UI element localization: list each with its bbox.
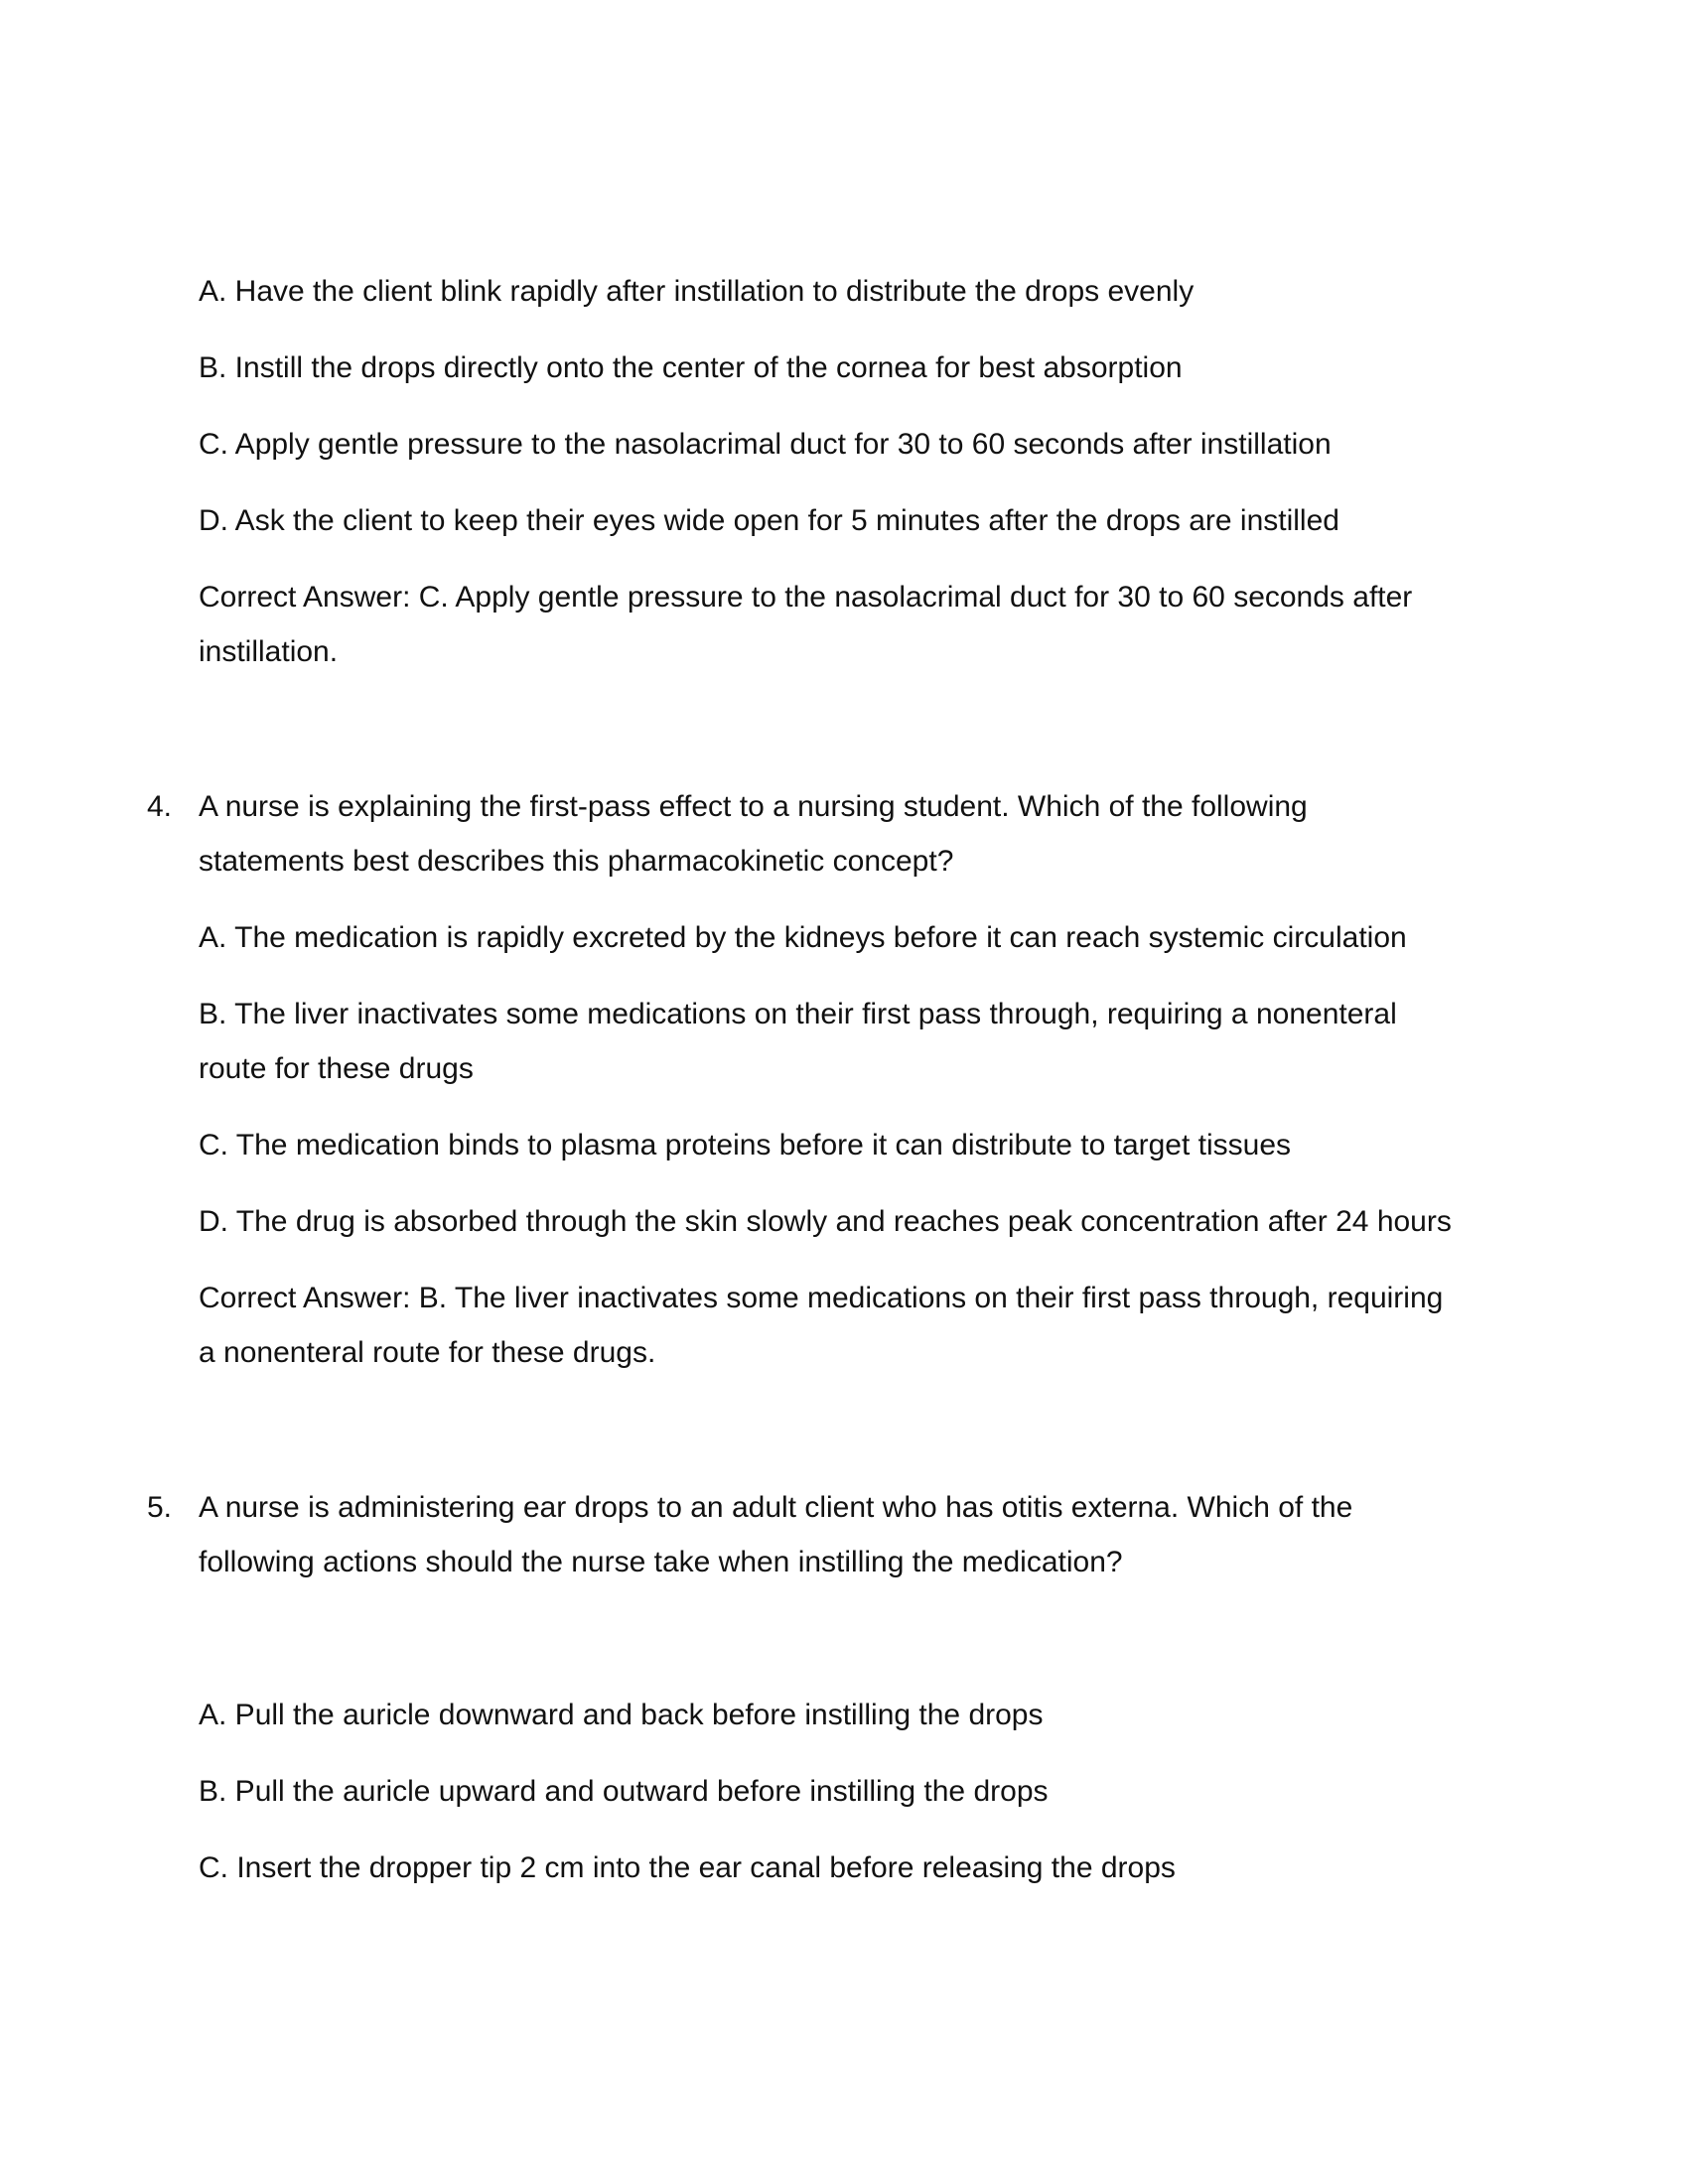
q4-answer-line-1: Correct Answer: B. The liver inactivates some medications on their first pass through, requiring bbox=[199, 1282, 1444, 1314]
q3-option-a: A. Have the client blink rapidly after instillation to distribute the drops evenly bbox=[199, 275, 1195, 308]
q3-option-d: D. Ask the client to keep their eyes wide open for 5 minutes after the drops are instilled bbox=[199, 504, 1339, 537]
q5-option-a: A. Pull the auricle downward and back before instilling the drops bbox=[199, 1699, 1044, 1731]
q5-stem-line-2: following actions should the nurse take when instilling the medication? bbox=[199, 1546, 1123, 1578]
q4-stem-line-1: A nurse is explaining the first-pass effect to a nursing student. Which of the following bbox=[199, 790, 1308, 823]
q3-option-b: B. Instill the drops directly onto the center of the cornea for best absorption bbox=[199, 351, 1183, 384]
q5-option-c: C. Insert the dropper tip 2 cm into the ear canal before releasing the drops bbox=[199, 1851, 1176, 1884]
q4-number: 4. bbox=[147, 790, 173, 823]
q4-option-a: A. The medication is rapidly excreted by the kidneys before it can reach systemic circulation bbox=[199, 921, 1407, 954]
q3-answer-line-2: instillation. bbox=[199, 635, 339, 668]
q5-stem-line-1: A nurse is administering ear drops to an adult client who has otitis externa. Which of the bbox=[199, 1491, 1353, 1524]
q4-option-b-line-1: B. The liver inactivates some medications on their first pass through, requiring a nonenteral bbox=[199, 998, 1397, 1030]
q3-answer-line-1: Correct Answer: C. Apply gentle pressure to the nasolacrimal duct for 30 to 60 seconds after bbox=[199, 581, 1413, 614]
q5-number: 5. bbox=[147, 1491, 173, 1524]
q4-answer-line-2: a nonenteral route for these drugs. bbox=[199, 1336, 656, 1369]
q5-option-b: B. Pull the auricle upward and outward before instilling the drops bbox=[199, 1775, 1049, 1808]
q4-stem-line-2: statements best describes this pharmacokinetic concept? bbox=[199, 845, 954, 878]
q3-option-c: C. Apply gentle pressure to the nasolacrimal duct for 30 to 60 seconds after instillation bbox=[199, 428, 1332, 461]
q4-option-d: D. The drug is absorbed through the skin slowly and reaches peak concentration after 24 hours bbox=[199, 1205, 1452, 1238]
q4-option-c: C. The medication binds to plasma proteins before it can distribute to target tissues bbox=[199, 1129, 1292, 1161]
q4-option-b-line-2: route for these drugs bbox=[199, 1052, 474, 1085]
